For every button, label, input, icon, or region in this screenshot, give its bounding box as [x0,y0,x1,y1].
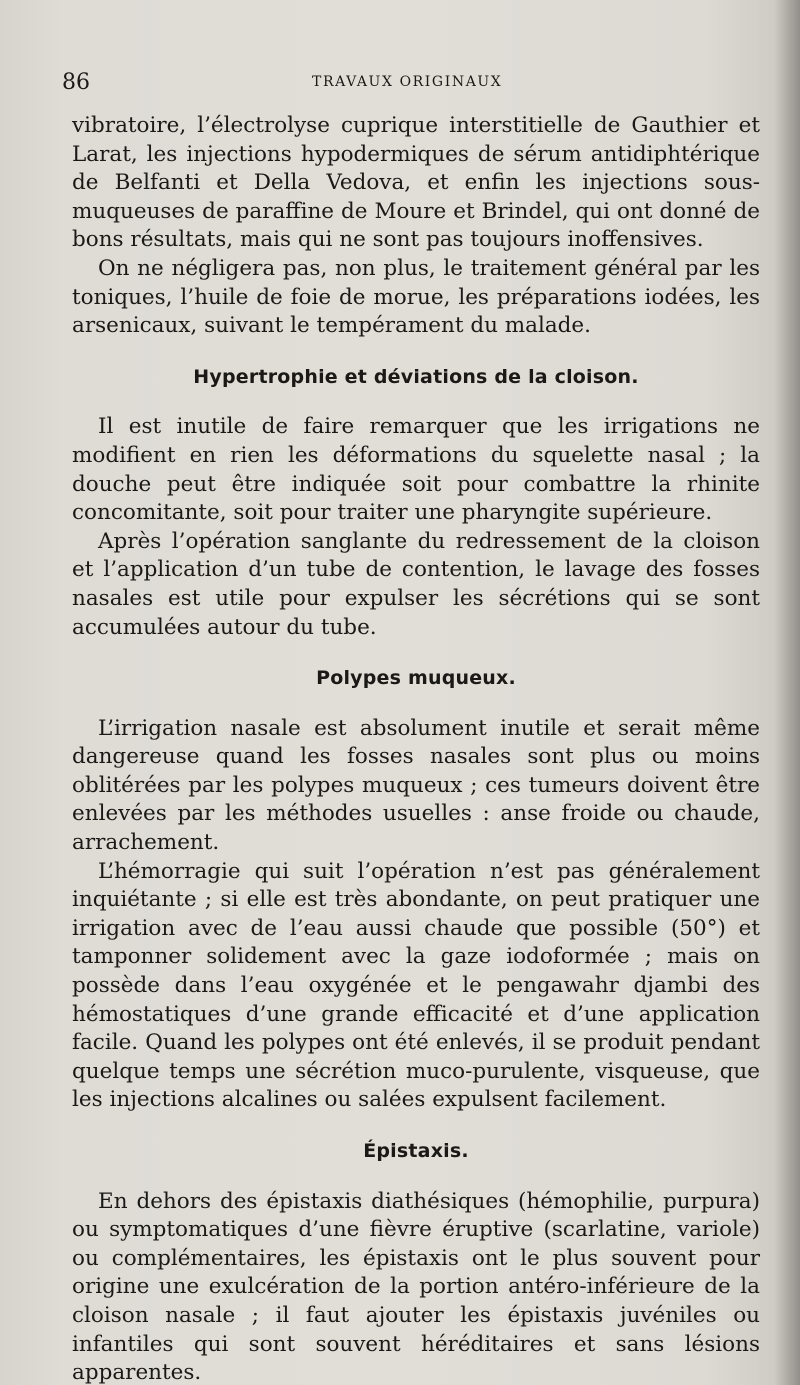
paragraph-2: On ne négligera pas, non plus, le traitement général par les toniques, l’huile de foie de morue, les préparations iodées, les arsenicaux, suivant le tempérament du malade. [72,255,760,339]
paragraph-3: Il est inutile de faire remarquer que les irrigations ne modifient en rien les déformations du squelette nasal ; la douche peut être indiquée soit pour combattre la rhinite concomitante, soit pour traiter une pharyngite supérieure. [72,414,760,526]
page-edge-shadow [774,0,800,1385]
running-title: TRAVAUX ORIGINAUX [312,74,503,90]
body-text [72,112,760,1385]
paragraph-4: Après l’opération sanglante du redressement de la cloison et l’application d’un tube de contention, le lavage des fosses nasales est utile pour expulser les sécrétions qui se sont accumulées autour du tube. [72,528,760,640]
running-head [62,70,762,100]
section-heading-cloison: Hypertrophie et déviations de la cloison. [193,365,639,388]
section-heading-epistaxis: Épistaxis. [363,1140,469,1162]
paragraph-6: L’hémorragie qui suit l’opération n’est pas généralement inquiétante ; si elle est très abondante, on peut pratiquer une irrigation avec de l’eau aussi chaude que possible (50°) et tamponner solidement avec la gaze iodoformée ; mais on possède dans l’eau oxygénée et le pengawahr djambi des hémostatiques d’une grande efficacité et d’une application facile. Quand les polypes ont été enlevés, il se produit pendant quelque temps une sécrétion muco-purulente, visqueuse, que les injections alcalines ou salées expulsent facilement. [72,858,760,1113]
paragraph-1: vibratoire, l’électrolyse cuprique interstitielle de Gauthier et Larat, les injections hypodermiques de sérum antidiphtérique de Belfanti et Della Vedova, et enfin les injections sous-muqueuses de paraffine de Moure et Brindel, qui ont donné de bons résultats, mais qui ne sont pas toujours inoffensives. [72,113,760,253]
page-number: 86 [62,70,90,95]
paragraph-5: L’irrigation nasale est absolument inutile et serait même dangereuse quand les fosses nasales sont plus ou moins oblitérées par les polypes muqueux ; ces tumeurs doivent être enlevées par les méthodes usuelles : anse froide ou chaude, arrachement. [72,715,760,856]
paragraph-7: En dehors des épistaxis diathésiques (hémophilie, purpura) ou symptomatiques d’une fièvre éruptive (scarlatine, variole) ou complémentaires, les épistaxis ont le plus souvent pour origine une exulcération de la portion antéro-inférieure de la cloison nasale ; il faut ajouter les épistaxis juvéniles ou infantiles qui sont souvent héréditaires et sans lésions apparentes. [72,1188,760,1385]
section-heading-polypes: Polypes muqueux. [316,667,516,690]
